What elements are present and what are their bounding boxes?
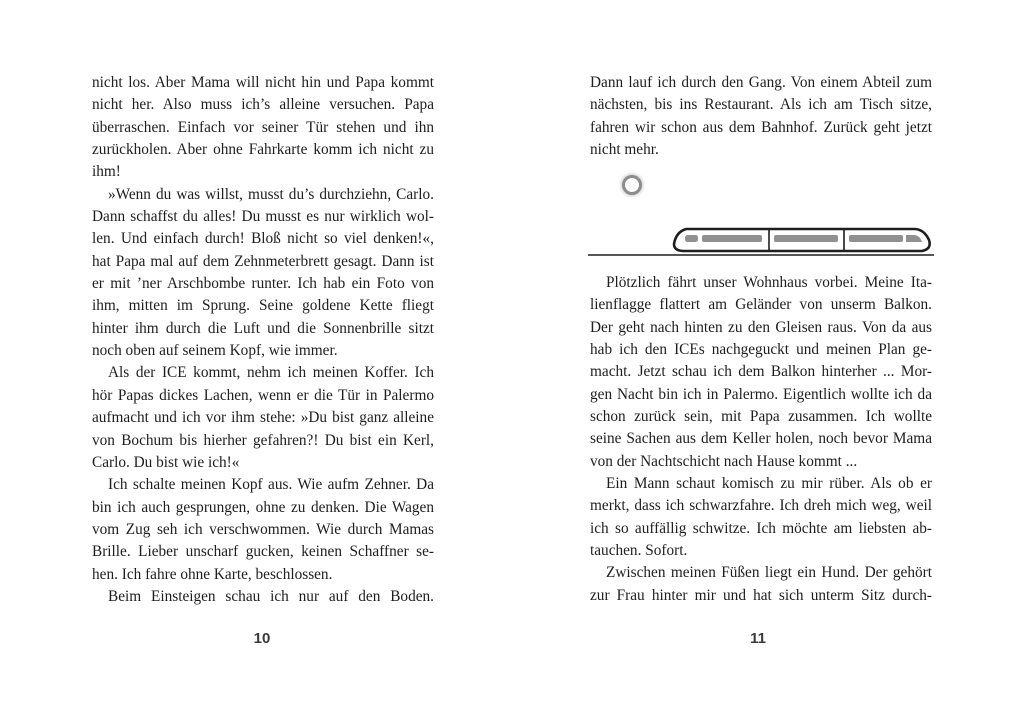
- paragraph: Ich schalte meinen Kopf aus. Wie aufm Zehner. Da bin ich auch gesprungen, ohne zu denken. Die Wagen vom Zug seh ich verschwommen. Wie durch Mamas Brille. Lieber unscharf gucken, keinen Schaffner se- hen. Ich fahre ohne Karte, beschlossen.: [92, 476, 434, 583]
- train-window: [685, 235, 698, 242]
- right-page: [510, 0, 1020, 720]
- paragraph: »Wenn du was willst, musst du’s durchziehn, Carlo. Dann schaffst du alles! Du musst es nur wirklich wol- len. Und einfach durch! Bloß nicht so viel denken!«, hat Papa mal auf dem Zehnmeterbrett gesagt. Dann ist er mit ’ner Arschbombe runter. Ich hab ein Foto von ihm, mitten im Sprung. Seine goldene Kette fliegt hinter ihm durch die Luft und die Sonnenbrille sitzt noch oben auf seinem Kopf, wie immer.: [92, 185, 434, 360]
- paragraph: Beim Einsteigen schau ich nur auf den Boden.: [108, 587, 434, 605]
- paragraph: Zwischen meinen Füßen liegt ein Hund. Der gehört zur Frau hinter mir und hat sich unterm Sitz durch-: [590, 564, 932, 604]
- train-icon: [588, 222, 934, 258]
- paragraph: Plötzlich fährt unser Wohnhaus vorbei. Meine Ita- lienflagge flattert am Geländer von unserm Balkon. Der geht nach hinten zu den Gleisen raus. Von da aus hab ich den ICEs nachgeguckt und meinen Plan ge- macht. Jetzt schau ich dem Balkon hinterher ... Mor- gen Nacht bin ich in Palermo. Eigentlich wollte ich da schon zurück sein, mit Papa zusammen. Ich wollte seine Sachen aus dem Keller holen, noch bevor Mama von der Nachtschicht nach Hause kommt ...: [590, 274, 932, 470]
- paragraph: Als der ICE kommt, nehm ich meinen Koffer. Ich hör Papas dickes Lachen, wenn er die Tür in Palermo aufmacht und ich vor ihm stehe: »Du bist ganz alleine von Bochum bis hierher gefahren?! Du bist ein Kerl, Carlo. Du bist wie ich!«: [92, 364, 434, 471]
- train-window: [774, 235, 838, 242]
- paragraph: Dann lauf ich durch den Gang. Von einem Abteil zum nächsten, bis ins Restaurant. Als ich am Tisch sitze, fahren wir schon aus dem Bahnhof. Zurück geht jetzt nicht mehr.: [590, 74, 932, 159]
- page-number: 10: [253, 630, 271, 647]
- right-page-text-top: [590, 72, 932, 161]
- left-page-text: [92, 72, 434, 608]
- right-page-text-bottom: [590, 272, 932, 607]
- paragraph: nicht los. Aber Mama will nicht hin und Papa kommt nicht her. Also muss ich’s alleine versuchen. Papa überraschen. Einfach vor seiner Tür stehen und ihn zurückholen. Aber ohne Fahrkarte komm ich nicht zu ihm!: [92, 74, 434, 181]
- ring-bullet-icon: [622, 175, 642, 195]
- train-window: [702, 235, 762, 242]
- paragraph: Ein Mann schaut komisch zu mir rüber. Als ob er merkt, dass ich schwarzfahre. Ich dreh mich weg, weil ich so auffällig schwitze. Ich möchte am liebsten ab- tauchen. Sofort.: [590, 475, 932, 560]
- page-number: 11: [750, 630, 766, 647]
- train-window: [849, 235, 903, 242]
